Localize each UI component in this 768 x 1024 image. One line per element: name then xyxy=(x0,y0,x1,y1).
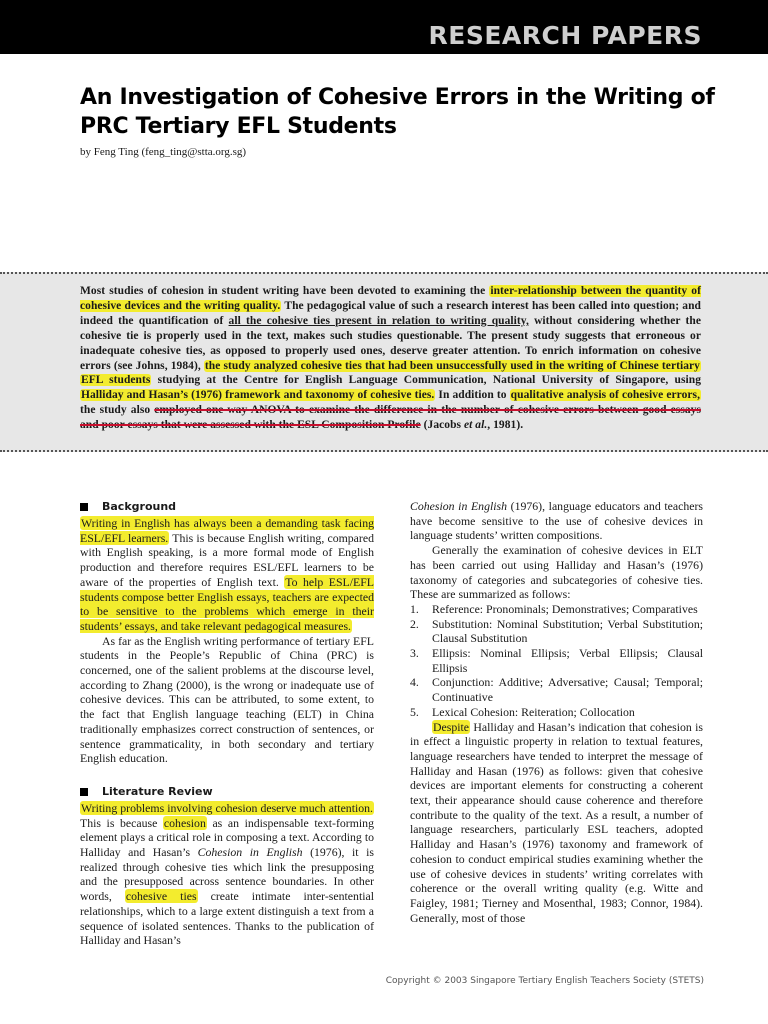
highlighted-text: the study analyzed cohesive ties that had been unsuccessfully used in the writing of Chinese tertiary xyxy=(204,359,700,372)
author-byline: by Feng Ting (feng_ting@stta.org.sg) xyxy=(80,146,247,158)
highlighted-text: Writing in English has always been a demanding task facing ESL/EFL learners. xyxy=(80,516,374,545)
literature-review-paragraph-1 xyxy=(80,801,374,948)
text-run: the study also xyxy=(80,404,155,417)
highlighted-text: qualitative analysis of cohesive errors, xyxy=(510,389,700,402)
highlighted-text: EFL students xyxy=(81,374,151,387)
text-run: without considering whether the cohesive tie is properly used in the text, makes such studies questionable. The present study suggests that erroneous or inadequate cohesive ties, as opposed to properly used ones, deserve greater attention. To enrich information on cohesive errors (see Johns, 1984), xyxy=(80,314,701,372)
text-run: Cohesion in English xyxy=(410,499,508,513)
abstract-box xyxy=(0,272,768,452)
text-run: create intimate inter-sentential relationships, which to a large extent distinguish a text from a sequence of isolated sentences. Thanks to the publication of Halliday and Hasan’s xyxy=(80,889,375,948)
background-heading xyxy=(80,499,374,515)
highlighted-text: inter-relationship between the quantity of cohesive devices and the writing quality. xyxy=(80,285,701,312)
background-heading-text: Background xyxy=(102,500,177,513)
list-item-number: 5. xyxy=(410,704,419,719)
article-title: An Investigation of Cohesive Errors in the Writing of PRC Tertiary EFL Students xyxy=(80,85,715,139)
right-paragraph-3 xyxy=(410,720,703,926)
literature-review-heading xyxy=(80,784,374,800)
header-banner xyxy=(0,0,768,54)
list-item-number: 1. xyxy=(410,601,419,616)
list-item-text: Ellipsis: Nominal Ellipsis; Verbal Ellipsis; Clausal Ellipsis xyxy=(432,646,703,675)
text-run: Cohesion in English xyxy=(197,845,303,860)
text-run: (Jacobs xyxy=(420,419,464,432)
text-run: Halliday and Hasan’s indication that cohesion is in effect a linguistic property in relation to textual features, language researchers have tended to interpret the message of Halliday and Hasan (1976) as follows: given that cohesive devices are important elements for constructing a coherent text, their appearance should cause coherence and therefore contribute to the quality of the text. As a result, a number of language researchers, particularly ESL teachers, adopted Halliday and Hasan’s (1976) taxonomy and framework of cohesion to conduct empirical studies examining whether the use of cohesive devices in students’ writing correlates with coherence or the overall writing quality (e.g. Witte and Faigley, 1981; Tierney and Mosenthal, 1983; Connor, 1984). Generally, most of those xyxy=(410,719,703,925)
text-run: (1976), it is realized through cohesive ties which link the presupposing and the presupposed across sentence boundaries. In other words, xyxy=(80,845,374,904)
text-run: As far as the English writing performance of tertiary EFL students in the People’s Republic of China (PRC) is concerned, one of the salient problems at the discourse level, according to Zhang (2000), is the wrong or inadequate use of cohesive devices. This can be attributed, to some extent, to the fact that English language teaching (ELT) in China traditionally emphasizes correct construction of sentences, or sentence grammaticality, in both secondary and tertiary English education. xyxy=(80,633,374,766)
list-item-text: Substitution: Nominal Substitution; Verbal Substitution; Clausal Substitution xyxy=(432,616,703,646)
highlighted-text: To help ESL/EFL students compose better English essays, teachers are expected to be sensitive to the problems which emerge in their students’ essays, and take relevant pedagogical measures. xyxy=(80,574,374,633)
highlighted-text: Writing problems involving cohesion deserve much attention. xyxy=(81,800,373,815)
background-paragraph-1 xyxy=(80,516,374,634)
abstract-text xyxy=(80,284,701,433)
text-run: et al. xyxy=(463,419,488,432)
list-item xyxy=(410,617,703,646)
text-run: The pedagogical value of such a research interest has been called into question; and indeed the quantification of xyxy=(80,299,701,327)
list-item-number: 4. xyxy=(410,675,419,690)
right-paragraph-2 xyxy=(410,543,703,602)
left-column xyxy=(80,499,374,948)
text-run: (1976), language educators and teachers have become sensitive to the use of cohesive devices in language students’ written compositions. xyxy=(410,499,703,543)
square-bullet-icon xyxy=(80,503,88,511)
right-paragraph-1 xyxy=(410,499,703,543)
list-item-text: Lexical Cohesion: Reiteration; Collocation xyxy=(432,704,635,719)
text-run: Most studies of cohesion in student writing have been devoted to examining the xyxy=(80,285,490,297)
square-bullet-icon xyxy=(80,788,88,796)
list-item xyxy=(410,602,703,617)
text-run: This is because English writing, compared with English speaking, is a more formal mode of English production and therefore requires ESL/EFL learners to be aware of the properties of English text. xyxy=(80,530,374,589)
cohesive-ties-list xyxy=(410,602,703,720)
text-run: as an indispensable text-forming element plays a critical role in composing a text. According to Halliday and Hasan’s xyxy=(80,815,374,860)
list-item-number: 2. xyxy=(410,616,419,631)
background-paragraph-2 xyxy=(80,634,374,766)
struck-text: employed one-way ANOVA to examine the difference in the number of cohesive errors between good essays and poor essays that were assessed with the ESL Composition Profile xyxy=(80,404,701,432)
text-run: all the cohesive ties present in relation to writing quality, xyxy=(228,314,529,327)
text-run: , 1981). xyxy=(487,419,524,432)
text-run: This is because xyxy=(80,815,163,830)
list-item-number: 3. xyxy=(410,646,419,661)
text-run: studying at the Centre for English Language Communication, National University of Singapore, using xyxy=(151,374,701,387)
highlighted-text: cohesive ties xyxy=(125,889,197,904)
literature-review-heading-text: Literature Review xyxy=(102,784,213,798)
highlighted-text: Despite xyxy=(433,719,470,734)
list-item xyxy=(410,705,703,720)
text-run: In addition to xyxy=(435,389,510,402)
list-item xyxy=(410,646,703,675)
copyright-footer: Copyright © 2003 Singapore Tertiary English Teachers Society (STETS) xyxy=(385,976,704,986)
highlighted-text: cohesion xyxy=(163,815,206,830)
text-run: Generally the examination of cohesive devices in ELT has been carried out using Halliday and Hasan’s (1976) taxonomy of categories and subcategories of cohesive ties. These are summarized as follows: xyxy=(410,543,703,602)
list-item-text: Conjunction: Additive; Adversative; Causal; Temporal; Continuative xyxy=(432,675,703,705)
highlighted-text: Halliday and Hasan’s (1976) framework and taxonomy of cohesive ties. xyxy=(81,389,435,402)
list-item-text: Reference: Pronominals; Demonstratives; Comparatives xyxy=(432,601,698,616)
right-column xyxy=(410,499,703,925)
section-label: RESEARCH PAPERS xyxy=(428,21,702,50)
list-item xyxy=(410,675,703,704)
